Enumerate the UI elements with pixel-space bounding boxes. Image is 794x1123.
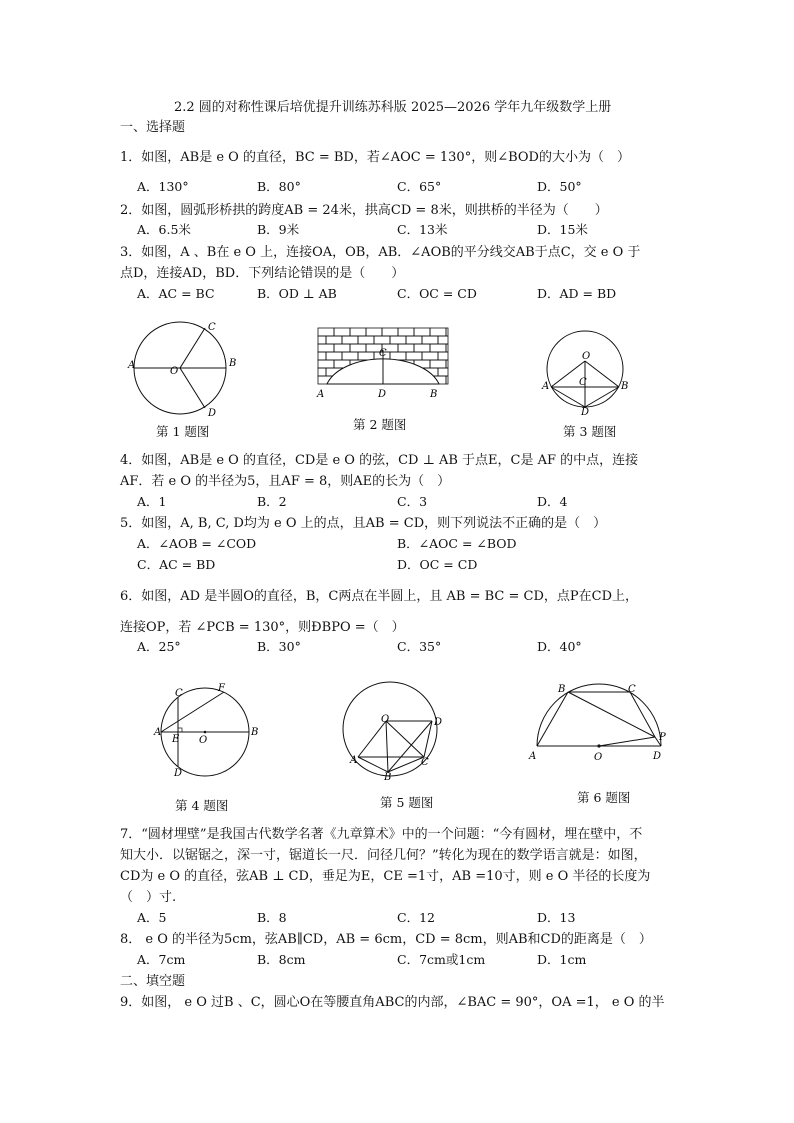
fig1-label-d: D bbox=[208, 408, 217, 419]
brick bbox=[398, 344, 414, 352]
q3-option-a: A．AC = BC bbox=[137, 286, 215, 301]
fig4-label-c: C bbox=[175, 688, 183, 699]
figure-5 bbox=[341, 677, 441, 782]
q6-option-d: D．40° bbox=[537, 639, 582, 654]
brick bbox=[446, 328, 448, 336]
question-3-line-2: 点D，连接AD，BD．下列结论错误的是（ ） bbox=[120, 266, 405, 281]
q6-option-c: C．35° bbox=[397, 639, 442, 654]
fig2-label-b: B bbox=[430, 389, 438, 400]
fig5-label-a: A bbox=[350, 755, 358, 766]
fig5-label-o: O bbox=[381, 714, 390, 725]
fig6-label-p: P bbox=[659, 732, 666, 743]
brick bbox=[406, 352, 422, 360]
brick bbox=[374, 336, 390, 344]
question-7-line-3: CD为 e O 的直径，弦AB ⊥ CD，垂足为E，CE =1寸，AB =10寸，则 e O 半径的长度为 bbox=[120, 869, 651, 884]
q4-option-a: A．1 bbox=[137, 494, 167, 509]
brick bbox=[318, 368, 326, 376]
figure-1-caption: 第 1 题图 bbox=[156, 424, 210, 439]
question-6-line-2: 连接OP，若 ∠PCB = 130°，则ÐBPO =（ ） bbox=[120, 620, 405, 635]
q4-option-d: D．4 bbox=[537, 494, 568, 509]
brick bbox=[318, 344, 334, 352]
brick bbox=[414, 328, 430, 336]
figure-1 bbox=[125, 318, 240, 418]
brick bbox=[438, 368, 448, 376]
fig6-label-a: A bbox=[529, 751, 537, 762]
figure-4 bbox=[152, 683, 267, 778]
brick bbox=[358, 336, 374, 344]
fig4-label-a: A bbox=[154, 727, 162, 738]
fig1-label-c: C bbox=[208, 322, 216, 333]
q2-option-d: D．15米 bbox=[537, 222, 588, 237]
fig6-label-o: O bbox=[594, 752, 603, 763]
figure-3-caption: 第 3 题图 bbox=[563, 424, 617, 439]
q5-option-c: C．AC = BD bbox=[137, 557, 216, 572]
fig4-label-e: E bbox=[172, 734, 180, 745]
fig2-label-c: C bbox=[379, 348, 387, 359]
q4-option-b: B．2 bbox=[257, 494, 287, 509]
q4-option-c: C．3 bbox=[397, 494, 428, 509]
brick bbox=[430, 360, 446, 368]
q7-option-a: A．5 bbox=[137, 910, 167, 925]
brick bbox=[342, 352, 358, 360]
fig5-label-c: C bbox=[421, 757, 429, 768]
q7-option-c: C．12 bbox=[397, 910, 435, 925]
q2-option-a: A．6.5米 bbox=[137, 222, 191, 237]
q8-option-d: D．1cm bbox=[537, 952, 587, 967]
brick bbox=[326, 336, 342, 344]
brick bbox=[334, 344, 350, 352]
figure-5-caption: 第 5 题图 bbox=[380, 795, 434, 810]
q1-option-c: C．65° bbox=[397, 179, 442, 194]
brick bbox=[318, 336, 326, 344]
figure-2 bbox=[313, 326, 453, 398]
brick bbox=[446, 376, 448, 384]
fig1-label-b: B bbox=[229, 358, 237, 369]
q1-option-d: D．50° bbox=[537, 179, 582, 194]
brick bbox=[318, 328, 334, 336]
brick bbox=[446, 360, 448, 368]
fig1-label-a: A bbox=[128, 360, 136, 371]
page-title: 2.2 圆的对称性课后培优提升训练苏科版 2025—2026 学年九年级数学上册 bbox=[174, 100, 612, 115]
brick bbox=[318, 352, 326, 360]
brick bbox=[382, 328, 398, 336]
question-8-stem: 8． e O 的半径为5cm，弦AB∥CD，AB = 6cm，CD = 8cm，则AB和CD的距离是（ ） bbox=[120, 932, 652, 947]
q2-option-b: B．9米 bbox=[257, 222, 300, 237]
fig3-label-b: B bbox=[621, 381, 629, 392]
question-7-line-2: 知大小．以锯锯之，深一寸，锯道长一尺．问径几何？”转化为现在的数学语言就是：如图， bbox=[120, 848, 647, 863]
brick bbox=[438, 336, 448, 344]
brick bbox=[422, 352, 438, 360]
fig4-label-b: B bbox=[251, 727, 259, 738]
q8-option-c: C．7cm或1cm bbox=[397, 952, 486, 967]
brick bbox=[446, 344, 448, 352]
fig5-label-b: B bbox=[384, 772, 392, 783]
question-6-line-1: 6．如图，AD 是半圆O的直径，B，C两点在半圆上，且 AB = BC = CD，点P在CD上， bbox=[120, 589, 638, 604]
fig4-label-d: D bbox=[174, 768, 183, 779]
q6-option-b: B．30° bbox=[257, 639, 301, 654]
brick bbox=[350, 328, 366, 336]
figure-6-caption: 第 6 题图 bbox=[577, 790, 631, 805]
question-2-stem: 2．如图，圆弧形桥拱的跨度AB = 24米，拱高CD = 8米，则拱桥的半径为（ ） bbox=[120, 203, 608, 218]
figure-3 bbox=[541, 323, 631, 418]
brick bbox=[366, 328, 382, 336]
question-3-line-1: 3．如图，A 、B在 e O 上，连接OA，OB，AB．∠AOB的平分线交AB于点C，交 e O 于 bbox=[120, 245, 641, 260]
fig6-label-c: C bbox=[628, 684, 636, 695]
fig2-label-d: D bbox=[378, 389, 387, 400]
brick bbox=[414, 344, 430, 352]
section-choice-heading: 一、选择题 bbox=[120, 120, 186, 135]
brick bbox=[318, 360, 334, 368]
question-9-stem: 9．如图， e O 过B 、C，圆心O在等腰直角ABC的内部，∠BAC = 90°，OA =1， e O 的半 bbox=[120, 995, 665, 1010]
brick bbox=[358, 352, 374, 360]
brick bbox=[422, 336, 438, 344]
question-4-line-1: 4．如图，AB是 e O 的直径，CD是 e O 的弦，CD ⊥ AB 于点E，C是 AF 的中点，连接 bbox=[120, 453, 639, 468]
q6-option-a: A．25° bbox=[137, 639, 181, 654]
q5-option-d: D．OC = CD bbox=[397, 557, 478, 572]
figure-2-caption: 第 2 题图 bbox=[353, 417, 407, 432]
section-fill-heading: 二、填空题 bbox=[120, 974, 186, 989]
brick bbox=[406, 336, 422, 344]
fig3-label-d: D bbox=[581, 407, 590, 418]
fig5-label-d: D bbox=[434, 717, 443, 728]
q7-option-d: D．13 bbox=[537, 910, 576, 925]
fig6-label-b: B bbox=[558, 684, 566, 695]
q2-option-c: C．13米 bbox=[397, 222, 448, 237]
brick bbox=[350, 344, 366, 352]
brick bbox=[430, 328, 446, 336]
question-5-stem: 5．如图，A, B, C, D均为 e O 上的点，且AB = CD，则下列说法不正确的是（ ） bbox=[120, 516, 607, 531]
question-1-stem: 1．如图，AB是 e O 的直径，BC = BD，若∠AOC = 130°，则∠BOD的大小为（ ） bbox=[120, 150, 630, 165]
question-7-line-4: （ ）寸. bbox=[120, 890, 177, 905]
brick bbox=[438, 352, 448, 360]
q7-option-b: B．8 bbox=[257, 910, 287, 925]
fig4-label-f: F bbox=[218, 683, 225, 694]
q3-option-d: D．AD = BD bbox=[537, 286, 617, 301]
fig3-label-o: O bbox=[582, 351, 591, 362]
figure-4-caption: 第 4 题图 bbox=[175, 798, 229, 813]
fig2-label-a: A bbox=[317, 389, 325, 400]
fig6-label-d: D bbox=[653, 751, 662, 762]
q5-option-a: A．∠AOB = ∠COD bbox=[137, 536, 257, 551]
q5-option-b: B．∠AOC = ∠BOD bbox=[397, 536, 517, 551]
q1-option-a: A．130° bbox=[137, 179, 189, 194]
brick bbox=[334, 328, 350, 336]
brick bbox=[398, 328, 414, 336]
fig3-label-a: A bbox=[542, 381, 550, 392]
brick bbox=[390, 336, 406, 344]
q8-option-b: B．8cm bbox=[257, 952, 306, 967]
q1-option-b: B．80° bbox=[257, 179, 301, 194]
fig3-label-c: C bbox=[579, 377, 587, 388]
q8-option-a: A．7cm bbox=[137, 952, 186, 967]
figure-6 bbox=[525, 680, 675, 762]
brick bbox=[430, 344, 446, 352]
question-7-line-1: 7．“圆材埋壁”是我国古代数学名著《九章算术》中的一个问题：“今有圆材，埋在壁中，不 bbox=[120, 827, 643, 842]
question-4-line-2: AF．若 e O 的半径为5，且AF = 8，则AE的长为（ ） bbox=[120, 474, 451, 489]
brick bbox=[342, 336, 358, 344]
q3-option-b: B．OD ⊥ AB bbox=[257, 286, 337, 301]
q3-option-c: C．OC = CD bbox=[397, 286, 477, 301]
fig4-label-o: O bbox=[199, 735, 208, 746]
brick bbox=[326, 352, 342, 360]
fig1-label-o: O bbox=[170, 366, 179, 377]
